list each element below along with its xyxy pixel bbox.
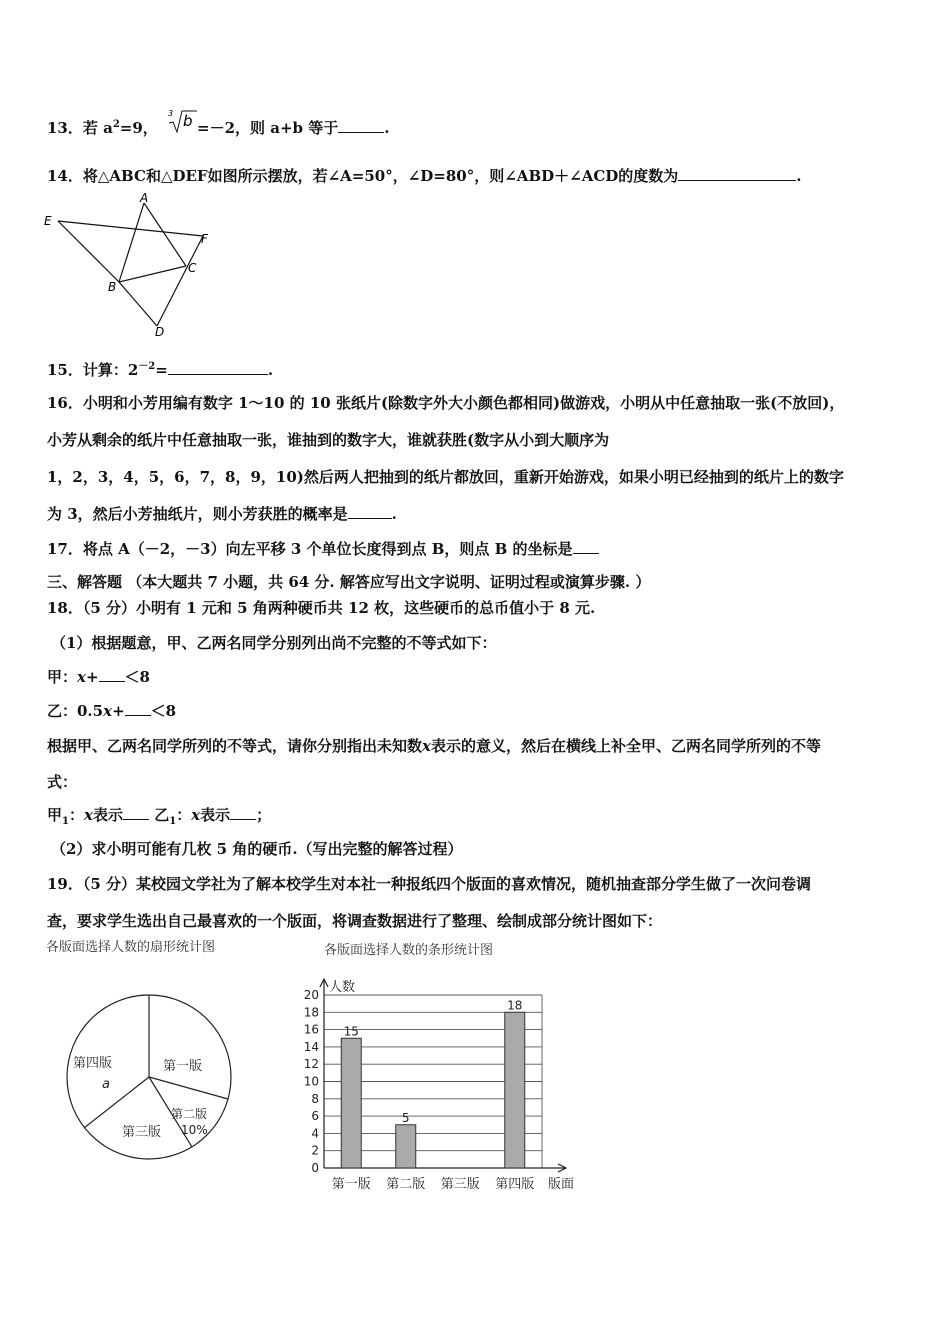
x-axis-label: 版面	[548, 1177, 575, 1192]
q18-l7-show-yi: 表示	[200, 806, 231, 824]
q18-yi-suffix: ＜8	[150, 702, 177, 720]
q18-yi-blank	[125, 701, 151, 716]
label-a: A	[140, 191, 149, 205]
q18-line-5	[47, 735, 821, 756]
pie-label-2: 第二版	[171, 1107, 208, 1121]
q18-jia-blank	[99, 667, 125, 682]
q17-blank	[573, 539, 599, 554]
edge-bd	[119, 282, 157, 326]
section-3-header: 三、解答题 （本大题共 7 小题，共 64 分. 解答应写出文字说明、证明过程或演算步骤. ）	[47, 573, 651, 591]
q18-l7-colon-yi: ：	[176, 806, 192, 824]
q18-l7-show-jia: 表示	[92, 806, 123, 824]
q13-blank	[338, 118, 384, 133]
y-tick-label: 8	[311, 1091, 319, 1106]
q14-end: .	[796, 167, 802, 185]
q18-yi-prefix: 乙：0.5	[47, 702, 104, 720]
q18-l7-end: ；	[256, 806, 272, 824]
label-e: E	[44, 214, 52, 228]
bar-data-label: 5	[401, 1110, 410, 1125]
q15-text-b: =	[155, 361, 168, 379]
q18-line-5-var: x	[422, 737, 431, 755]
q15-sup: －2	[138, 361, 156, 372]
q13-end: .	[384, 119, 390, 137]
pie-label-1: 第一版	[163, 1059, 203, 1074]
q18-yi	[47, 700, 176, 721]
q14-text: 14．将△ABC和△DEF如图所示摆放，若∠A=50°，∠D=80°，则∠ABD＋∠ACD的度数为	[47, 167, 679, 185]
bar-title: 各版面选择人数的条形统计图	[324, 943, 494, 958]
cube-root-b	[167, 109, 197, 142]
y-tick-label: 2	[311, 1143, 319, 1158]
label-c: C	[188, 261, 197, 275]
q14-blank	[678, 166, 796, 181]
q18-l7-blank-jia	[123, 805, 149, 820]
q13-text-a: 若 a	[82, 119, 113, 137]
q18-l7-sub-jia: 1	[62, 816, 69, 827]
bar	[505, 1012, 525, 1168]
q18-line-5b: 表示的意义，然后在横线上补全甲、乙两名同学所列的不等	[430, 737, 821, 755]
q16-line-4-text: 为 3，然后小芳抽纸片，则小芳获胜的概率是	[47, 505, 348, 523]
label-b: B	[108, 280, 117, 294]
bar-data-label: 18	[507, 998, 523, 1013]
edge-ac	[144, 203, 186, 266]
q18-line-5a: 根据甲、乙两名同学所列的不等式，请你分别指出未知数	[47, 737, 423, 755]
radical-var: b	[183, 112, 193, 130]
q16-end: .	[391, 505, 397, 523]
q16-line-3: 1，2，3，4，5，6，7，8，9，10)然后两人把抽到的纸片都放回，重新开始游戏，如果小明已经抽到的纸片上的数字	[47, 468, 844, 486]
q18-line-1: 18．（5 分）小明有 1 元和 5 角两种硬币共 12 枚，这些硬币的总币值小于 8 元.	[47, 599, 596, 617]
pie-label-pct: 10%	[181, 1123, 208, 1137]
q18-l7-var-jia: x	[84, 806, 93, 824]
label-d: D	[155, 325, 165, 339]
q18-yi-plus: +	[112, 702, 125, 720]
y-tick-label: 4	[311, 1126, 319, 1141]
y-tick-label: 0	[311, 1161, 319, 1175]
y-tick-label: 14	[303, 1039, 319, 1054]
question-13	[47, 109, 390, 142]
q18-line-6: 式：	[47, 773, 78, 791]
q19-line-2: 查，要求学生选出自己最喜欢的一个版面，将调查数据进行了整理、绘制成部分统计图如下：	[47, 912, 663, 930]
edge-eb	[58, 221, 119, 282]
pie-chart	[46, 936, 276, 1196]
question-14	[47, 165, 802, 186]
edge-ab	[119, 203, 144, 282]
pie-label-4: 第四版	[73, 1056, 113, 1071]
y-tick-label: 6	[311, 1109, 319, 1124]
q13-number: 13．	[47, 119, 83, 137]
edge-fd	[157, 236, 203, 326]
x-category-label: 第三版	[440, 1177, 480, 1192]
radical-index: 3	[168, 109, 174, 118]
q18-line-8: （2）求小明可能有几枚 5 角的硬币.（写出完整的解答过程）	[51, 840, 463, 858]
q18-jia-var: x	[77, 668, 86, 686]
q18-l7-sub-yi: 1	[169, 816, 177, 827]
q18-jia-suffix: ＜8	[124, 668, 150, 686]
q15-blank	[168, 360, 268, 375]
q16-line-1: 16．小明和小芳用编有数字 1～10 的 10 张纸片(除数字外大小颜色都相同)做游戏，小明从中任意抽取一张(不放回)，	[47, 394, 845, 412]
x-category-label: 第四版	[495, 1177, 535, 1192]
y-tick-label: 10	[303, 1074, 319, 1089]
y-tick-label: 12	[303, 1057, 319, 1072]
edge-ef	[58, 221, 203, 236]
q17-text: 17．将点 A（－2，－3）向左平移 3 个单位长度得到点 B，则点 B 的坐标是	[47, 540, 573, 558]
q18-jia-prefix: 甲：	[47, 668, 78, 686]
q18-l7-var-yi: x	[191, 806, 201, 824]
radical-sign	[167, 108, 197, 134]
x-category-label: 第一版	[331, 1177, 371, 1192]
q15-end: .	[267, 361, 274, 379]
y-tick-label: 18	[303, 1005, 319, 1020]
q18-jia-plus: +	[85, 668, 99, 686]
pie-radius-left	[84, 1077, 149, 1128]
question-17	[47, 538, 599, 559]
y-tick-label: 16	[303, 1022, 319, 1037]
q18-yi-var: x	[103, 702, 113, 720]
bar-data-label: 15	[343, 1024, 359, 1039]
q18-line-2: （1）根据题意，甲、乙两名同学分别列出尚不完整的不等式如下：	[51, 634, 497, 652]
pie-svg	[46, 956, 276, 1196]
q18-line-7	[47, 804, 271, 827]
q13-text-b: =9，	[119, 119, 158, 137]
q16-line-4	[47, 503, 397, 524]
q18-l7-jia: 甲	[47, 806, 63, 824]
pie-title: 各版面选择人数的扇形统计图	[46, 940, 216, 955]
pie-label-a: a	[102, 1077, 110, 1092]
q15-text-a: 15．计算：2	[47, 361, 139, 379]
bar-svg	[284, 958, 604, 1198]
q18-jia	[47, 666, 150, 687]
triangle-figure	[40, 190, 220, 340]
label-f: F	[201, 232, 208, 246]
bar	[396, 1125, 416, 1168]
q13-text-c: =－2，则 a+b 等于	[197, 119, 339, 137]
q18-l7-colon-jia: ：	[68, 806, 84, 824]
q18-l7-yi: 乙	[154, 806, 170, 824]
question-15	[47, 357, 273, 380]
pie-label-3: 第三版	[122, 1125, 162, 1140]
q13-sup: 2	[112, 119, 120, 130]
bar-chart	[284, 936, 604, 1198]
q19-line-1: 19．（5 分）某校园文学社为了解本校学生对本社一种报纸四个版面的喜欢情况，随机抽查部分学生做了一次问卷调	[47, 875, 812, 893]
q18-l7-blank-yi	[230, 805, 256, 820]
edge-bc	[119, 266, 186, 282]
y-axis-label: 人数	[329, 980, 356, 995]
q16-blank	[348, 504, 392, 519]
q16-line-2: 小芳从剩余的纸片中任意抽取一张，谁抽到的数字大，谁就获胜(数字从小到大顺序为	[47, 431, 610, 449]
bar	[341, 1038, 361, 1168]
x-category-label: 第二版	[386, 1177, 426, 1192]
y-tick-label: 20	[303, 988, 319, 1002]
